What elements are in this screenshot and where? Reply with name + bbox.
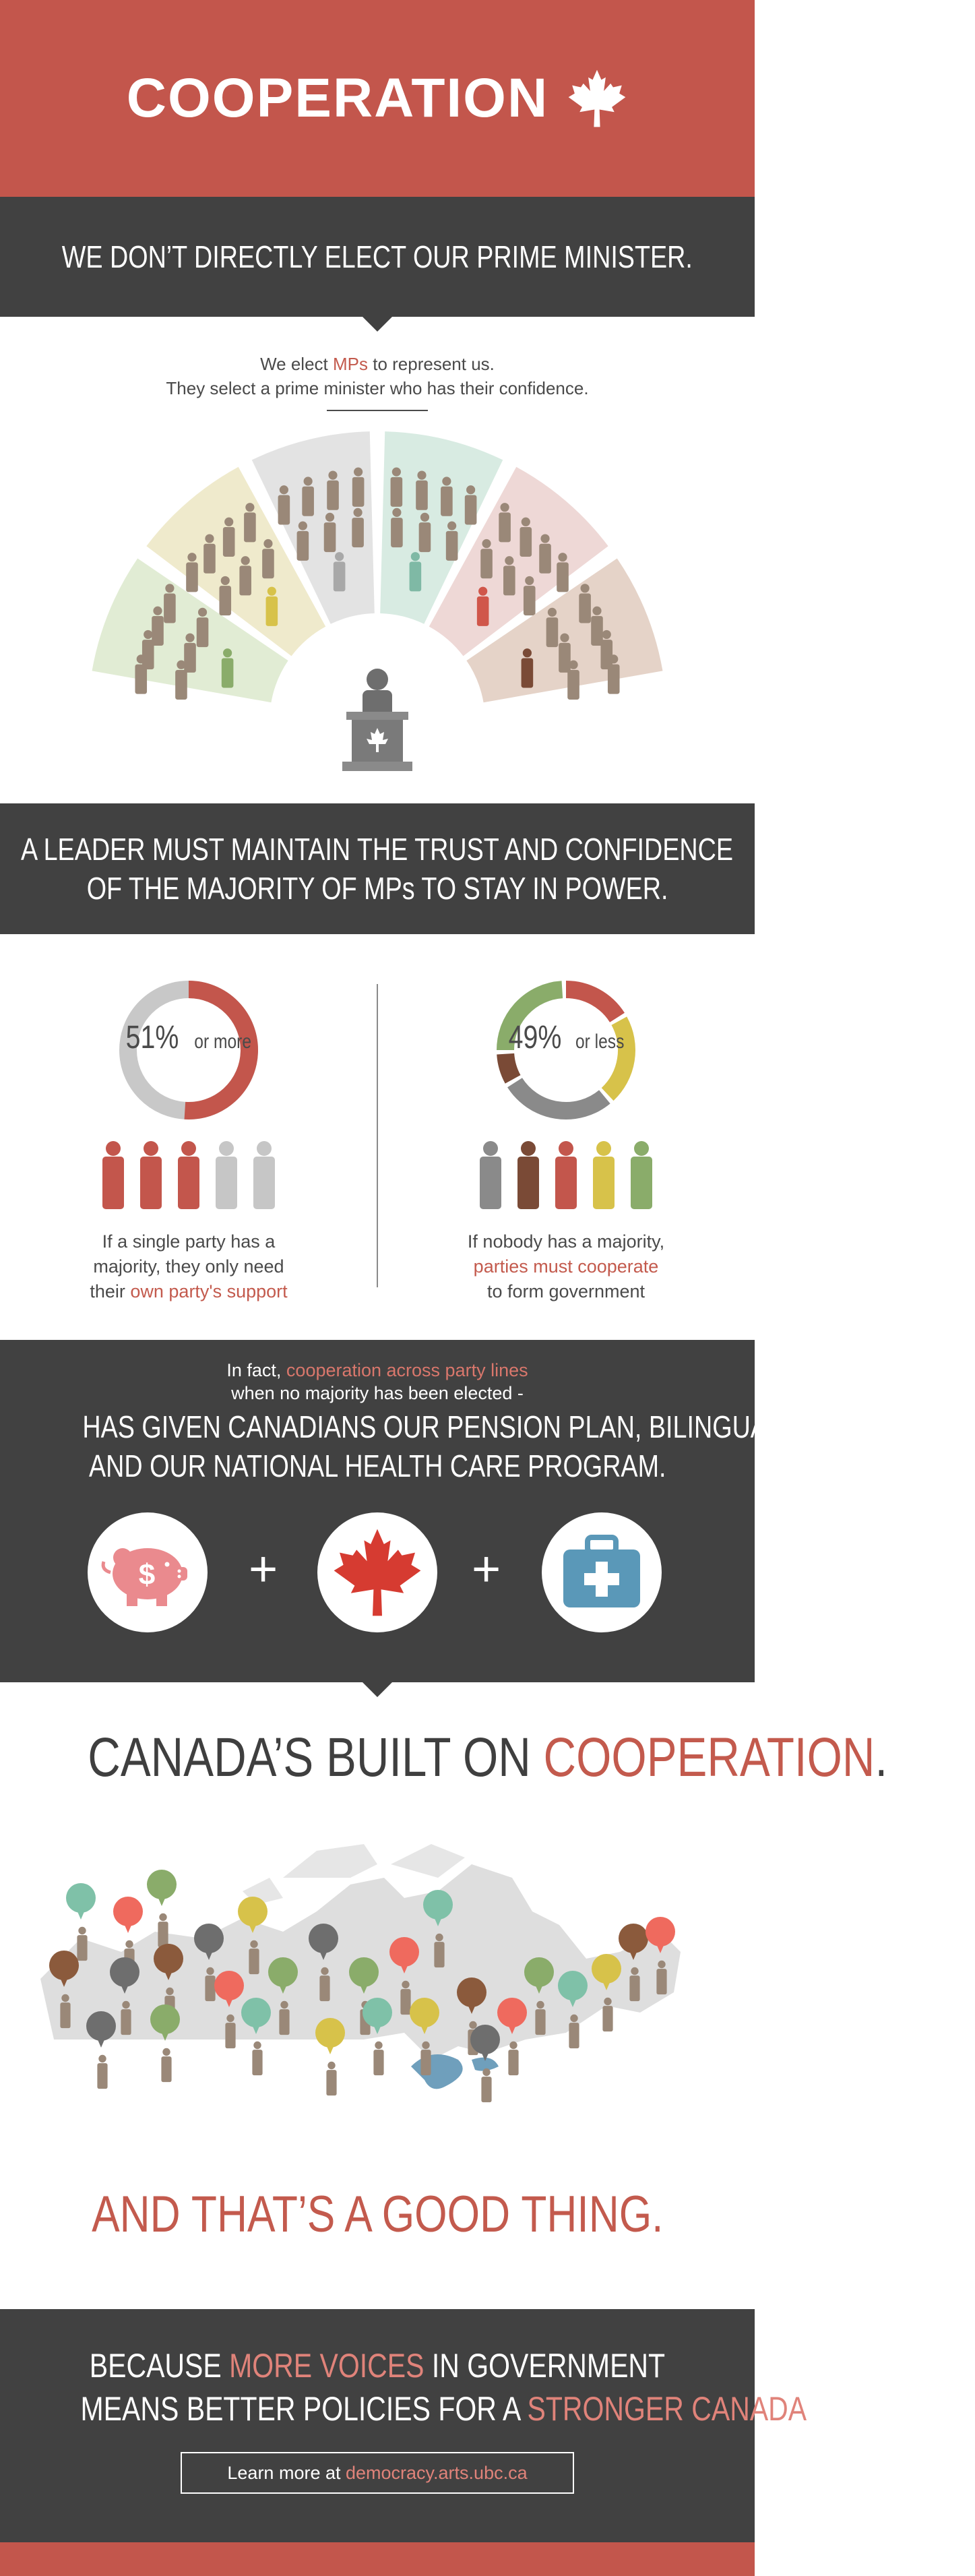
majority-label [117,1020,260,1055]
mp-figure [239,556,251,595]
mp-figure [555,1141,577,1209]
mp-figure [539,534,551,573]
piggy-bank-icon [97,1532,198,1613]
mp-figure [477,587,489,626]
majority-mp-figures [0,1138,377,1212]
mp-figure [252,2042,262,2075]
maple-leaf-icon [330,1525,424,1620]
mp-figure [400,1981,410,2015]
mp-figure [520,518,532,557]
voice-bubble-icon [66,1883,96,1920]
mp-figure [152,607,164,646]
mp-figure [184,634,196,673]
mp-figure [480,1141,501,1209]
mps-highlight: MPs [333,354,368,374]
mp-figure [266,587,278,626]
mp-figure [203,534,216,573]
donut-segment [505,1054,513,1080]
mp-figure [410,552,422,591]
caption-text: their [90,1281,131,1301]
health-care-circle [542,1512,662,1632]
mp-figure [225,2015,235,2048]
minority-column [377,934,755,1340]
voice-bubble-icon [470,2025,500,2061]
caption-line: If nobody has a majority, [467,1231,665,1252]
footer-text: . [807,2390,815,2428]
mp-figure [557,553,569,592]
footer-text: IN GOVERNMENT [424,2347,666,2385]
mp-figure [567,661,579,700]
plus-sign: + [472,1541,501,1597]
voice-bubble-icon [86,2011,116,2048]
cooperation-note [0,1359,755,1405]
mp-figure [480,539,493,578]
band-notch [363,317,392,332]
achievements-line1: HAS GIVEN CANADIANS OUR PENSION PLAN, BILINGUALISM, [82,1409,834,1444]
caption-line: If a single party has a [102,1231,276,1252]
mp-figure [178,1141,199,1209]
mp-figure [569,2015,579,2048]
good-thing-heading [0,2181,755,2248]
mp-figure [579,584,591,623]
mp-figure [216,1141,237,1209]
mp-figure [253,1141,275,1209]
mp-figure [158,1913,168,1947]
learn-more-button[interactable] [181,2452,574,2494]
mp-figure [535,2001,545,2035]
band2-line1: A LEADER MUST MAINTAIN THE TRUST AND CONFIDENCE [21,832,734,867]
mp-figure [297,522,309,561]
mp-figure [629,1967,639,2001]
mp-figure [608,654,620,694]
parliament-chamber-diagram [0,411,755,789]
page-title: COOPERATION [126,67,549,129]
learn-more-text: Learn more at [227,2462,341,2483]
footer-message [0,2344,815,2430]
mp-figure [546,608,559,647]
mp-figure [481,2068,491,2102]
voice-bubble-icon [113,1897,143,1933]
mp-figure [327,471,339,510]
mp-figure [352,468,365,507]
mp-figure [499,503,511,542]
mp-figure [60,1994,70,2028]
majority-column [0,934,377,1340]
donut-segment [566,989,617,1018]
note-line2: when no majority has been elected - [231,1383,524,1403]
band2-line2: OF THE MAJORITY OF MPs TO STAY IN POWER. [86,871,668,906]
mp-figure [591,607,603,646]
mp-figure [373,2042,383,2075]
built-title-text: CANADA’S BUILT ON [88,1727,544,1788]
learn-more-link[interactable]: democracy.arts.ubc.ca [346,2462,528,2483]
intro-text: We elect [260,354,333,374]
good-thing-text: AND THAT’S A GOOD THING. [91,2186,664,2243]
minority-mp-figures [377,1138,755,1212]
own-party-highlight: own party's support [130,1281,288,1301]
majority-comparison [0,934,755,1340]
minority-qualifier: or less [575,1031,625,1053]
majority-percent: 51% [125,1020,179,1055]
mp-figure [593,1141,615,1209]
stronger-canada-highlight: STRONGER CANADA [527,2390,807,2428]
minority-label [495,1020,637,1055]
mp-figure [391,468,403,507]
canada-map-illustration [0,1837,755,2147]
mp-figure [416,471,428,510]
mp-figure [121,2001,131,2035]
headline-band-elect [0,197,755,317]
mp-figure [97,2055,107,2089]
mp-figure [524,576,536,615]
note-text: In fact, [226,1360,286,1380]
mp-figure [391,508,403,547]
mp-figure [522,648,534,687]
built-title [0,1724,888,1791]
band-notch [363,1682,392,1697]
footer-band [0,2309,815,2542]
bottom-bar [0,2542,755,2576]
mp-figure [302,477,314,516]
voice-bubble-icon [315,2018,345,2054]
cooperation-word: COOPERATION [543,1727,875,1788]
mp-figure [223,518,235,557]
mp-figure [164,584,176,623]
header-banner [0,0,755,197]
first-aid-kit-icon [558,1532,646,1613]
mp-figure [326,2062,336,2095]
headline-band-confidence [0,803,755,934]
mp-figure [205,1967,215,2001]
achievements-headline [0,1407,834,1485]
mp-figure [441,477,453,516]
mp-figure [279,2001,289,2035]
majority-qualifier: or more [193,1031,251,1053]
parliament-intro [0,352,755,400]
mp-figure [602,1998,612,2031]
mp-figure [102,1141,124,1209]
mp-figure [446,522,458,561]
caption-line: majority, they only need [93,1256,284,1277]
mp-figure [249,1940,259,1974]
footer-text: BECAUSE [89,2347,230,2385]
plus-sign: + [249,1541,278,1597]
achievements-line2: AND OUR NATIONAL HEALTH CARE PROGRAM. [88,1448,666,1483]
cooperate-highlight: parties must cooperate [473,1256,659,1277]
donut-segment [515,1082,604,1111]
mp-figure [262,539,274,578]
mp-figure [222,648,234,687]
mp-figure [197,608,209,647]
cooperation-highlight: cooperation across party lines [286,1360,528,1380]
mp-figure [319,1967,329,2001]
mp-figure [244,503,256,542]
mp-figure [600,630,612,669]
canada-built-section [0,1682,888,2309]
minority-caption [377,1229,755,1304]
majority-caption [0,1229,377,1304]
mp-figure [420,2042,431,2075]
mp-figure [278,485,290,524]
svg-text:$: $ [138,1558,156,1591]
more-voices-highlight: MORE VOICES [229,2347,424,2385]
maple-leaf-icon [566,67,628,129]
mp-figure [508,2042,518,2075]
minority-percent: 49% [508,1020,561,1055]
mp-figure [631,1141,652,1209]
mp-figure [503,556,515,595]
mp-figure [140,1141,162,1209]
intro-text-end: to represent us. [368,354,495,374]
intro-line2: They select a prime minister who has their confidence. [166,378,589,398]
parliament-section [0,317,755,803]
mp-figure [77,1927,87,1961]
mp-figure [419,513,431,552]
footer-text: MEANS BETTER POLICIES FOR A [80,2390,528,2428]
mp-figure [656,1961,666,1994]
built-title-period: . [875,1727,888,1788]
mp-figure [186,553,198,592]
pension-circle [88,1512,208,1632]
mp-figure [517,1141,539,1209]
mp-figure [465,485,477,524]
speaker-podium [342,669,412,771]
mp-figure [434,1934,444,1967]
mp-figure [324,513,336,552]
voice-bubble-icon [147,1870,177,1906]
mp-figure [559,634,571,673]
mp-figure [352,508,364,547]
achievements-band [0,1340,834,1682]
bilingualism-circle [317,1512,437,1632]
mp-figure [161,2048,171,2082]
caption-line: to form government [486,1281,646,1301]
mp-figure [219,576,231,615]
mp-figure [334,552,346,591]
band1-text: WE DON’T DIRECTLY ELECT OUR PRIME MINISTER. [61,239,693,274]
